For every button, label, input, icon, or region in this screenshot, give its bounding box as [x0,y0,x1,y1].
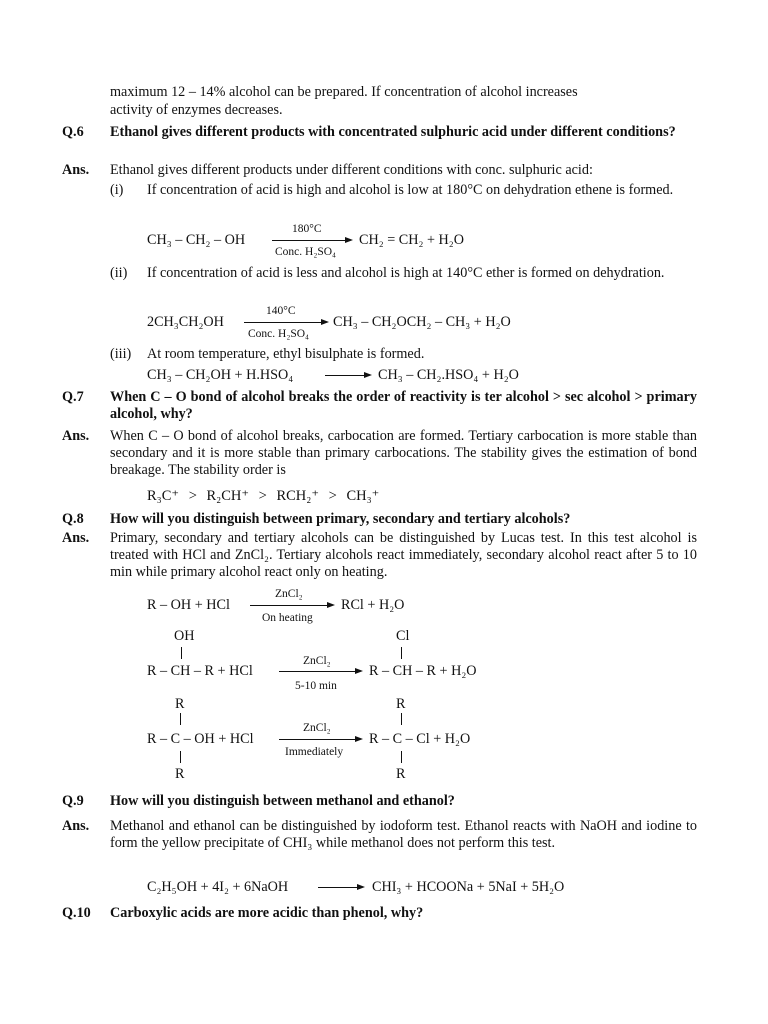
q8-r3-below: Immediately [285,746,344,758]
q8-r3-above: ZnCl₂ [303,722,331,734]
q9-eq-arrowhead [357,884,365,890]
intro-line-1: maximum 12 – 14% alcohol can be prepared. If concentration of alcohol increases [110,84,578,100]
q8-r3-bottom-right: R [396,766,406,782]
q7-label: Q.7 [62,389,84,405]
q8-r1-right: RCl + H₂O [341,597,405,613]
q7-ans-label: Ans. [62,428,90,444]
q9-question: How will you distinguish between methanol and ethanol? [110,793,455,809]
q8-r3-bond-bottom-right [401,751,402,763]
q6-eq2-arrowhead [321,319,329,325]
q8-answer: Primary, secondary and tertiary alcohols can be distinguished by Lucas test. In this test alcohol is treated with HCl and ZnCl₂. Tertiary alcohols react immediately, secondary alcohol react after 5 to 10 min while primary alcohol react only on heating. [110,530,697,580]
q6-item-2-num: (ii) [110,265,128,281]
q6-eq3-left: CH₃ – CH₂OH + H.HSO₄ [147,367,294,383]
q8-r3-bottom-left: R [175,766,185,782]
q8-r2-arrowhead [355,668,363,674]
q8-r3-left: R – C – OH + HCl [147,731,254,747]
q8-r2-above: ZnCl₂ [303,655,331,667]
intro-line-2: activity of enzymes decreases. [110,102,283,118]
order-ch3: CH₃⁺ [346,488,380,504]
q8-r3-top-right: R [396,696,406,712]
q6-question: Ethanol gives different products with concentrated sulphuric acid under different conditions? [110,124,676,140]
q6-eq2-left: 2CH₃CH₂OH [147,314,224,330]
q6-item-1-num: (i) [110,182,124,198]
q10-label: Q.10 [62,905,91,921]
q9-label: Q.9 [62,793,84,809]
q6-item-3-num: (iii) [110,346,132,362]
q6-eq2-below: Conc. H₂SO₄ [248,328,310,340]
q8-r2-top-left: OH [174,628,195,644]
order-r2ch: R₂CH⁺ [206,488,250,504]
q8-r3-arrowhead [355,736,363,742]
q6-eq1-left: CH₃ – CH₂ – OH [147,232,246,248]
q8-r1-arrowhead [327,602,335,608]
order-rch2: RCH₂⁺ [276,488,319,504]
q6-item-1-text: If concentration of acid is high and alcohol is low at 180°C on dehydration ethene is formed. [147,182,674,198]
q6-eq1-above: 180°C [292,223,322,235]
q8-question: How will you distinguish between primary, secondary and tertiary alcohols? [110,511,571,527]
q8-label: Q.8 [62,511,84,527]
q8-ans-label: Ans. [62,530,90,546]
q6-item-2-text: If concentration of acid is less and alcohol is high at 140°C ether is formed on dehydration. [147,265,665,281]
q6-eq3-arrow [325,375,365,376]
q7-answer: When C – O bond of alcohol breaks, carbocation are formed. Tertiary carbocation is more stable than secondary and it is more stable than primary carbocations. The stability gives the estimation of bond breakage. The stability order is [110,428,697,478]
q9-ans-label: Ans. [62,818,90,834]
q6-eq1-arrowhead [345,237,353,243]
q7-stability-order [147,488,379,505]
q6-eq1-below: Conc. H₂SO₄ [275,246,337,258]
q10-question: Carboxylic acids are more acidic than phenol, why? [110,905,424,921]
q8-r1-below: On heating [262,612,313,624]
q6-eq3-arrowhead [364,372,372,378]
q8-r3-arrow [279,739,356,740]
q8-r3-bond-top-left [180,713,181,725]
q6-eq2-above: 140°C [266,305,296,317]
q6-item-3-text: At room temperature, ethyl bisulphate is formed. [147,346,425,362]
q6-ans-label: Ans. [62,162,90,178]
q8-r3-bond-top-right [401,713,402,725]
q8-r2-top-right: Cl [396,628,410,644]
q8-r3-top-left: R [175,696,185,712]
q6-eq1-arrow [272,240,346,241]
q6-eq2-arrow [244,322,322,323]
q9-eq-right: CHI₃ + HCOONa + 5NaI + 5H₂O [372,879,565,895]
q8-r1-arrow [250,605,328,606]
q7-question: When C – O bond of alcohol breaks the order of reactivity is ter alcohol > sec alcohol > primary alcohol, why? [110,389,697,422]
q9-answer: Methanol and ethanol can be distinguished by iodoform test. Ethanol reacts with NaOH and iodine to form the yellow precipitate of CHI₃ while methanol does not perform this test. [110,818,697,851]
q9-eq-left: C₂H₅OH + 4I₂ + 6NaOH [147,879,289,895]
q8-r2-arrow [279,671,356,672]
order-gt-2: > [258,488,267,504]
q6-label: Q.6 [62,124,84,140]
q8-r2-bond-left [181,647,182,659]
q6-eq1-right: CH₂ = CH₂ + H₂O [359,232,464,248]
q8-r2-bond-right [401,647,402,659]
order-r3c: R₃C⁺ [147,488,180,504]
q6-eq3-right: CH₃ – CH₂.HSO₄ + H₂O [378,367,519,383]
q8-r2-below: 5-10 min [295,680,337,692]
q9-eq-arrow [318,887,358,888]
q8-r2-right: R – CH – R + H₂O [369,663,477,679]
q8-r3-bond-bottom-left [180,751,181,763]
q8-r1-above: ZnCl₂ [275,588,303,600]
order-gt-3: > [328,488,337,504]
q6-eq2-right: CH₃ – CH₂OCH₂ – CH₃ + H₂O [333,314,511,330]
q8-r2-left: R – CH – R + HCl [147,663,253,679]
q8-r1-left: R – OH + HCl [147,597,230,613]
q8-r3-right: R – C – Cl + H₂O [369,731,471,747]
q6-answer: Ethanol gives different products under different conditions with conc. sulphuric acid: [110,162,593,178]
order-gt-1: > [188,488,197,504]
